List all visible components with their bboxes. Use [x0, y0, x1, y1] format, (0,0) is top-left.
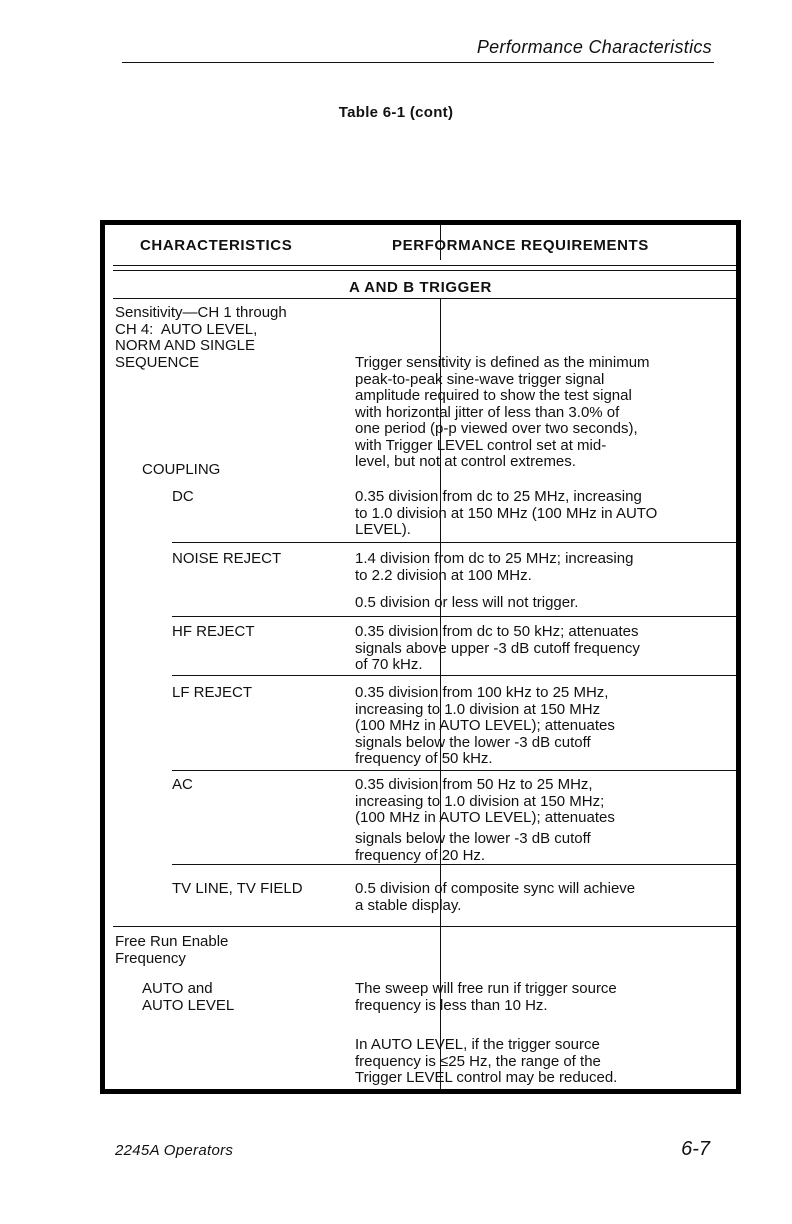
section-rule — [113, 298, 736, 299]
row-auto-requirement: The sweep will free run if trigger source frequency is less than 10 Hz. — [355, 980, 617, 1014]
row-lf-reject-label: LF REJECT — [172, 684, 253, 701]
row-dc-requirement: 0.35 division from dc to 25 MHz, increasing to 1.0 division at 150 MHz (100 MHz in AUTO LEVEL). — [355, 488, 658, 538]
row-hf-reject-requirement: 0.35 division from dc to 50 kHz; attenuates signals above upper -3 dB cutoff frequency of 70 kHz. — [355, 623, 640, 673]
table-caption: Table 6-1 (cont) — [338, 104, 454, 121]
row-lf-reject-requirement: 0.35 division from 100 kHz to 25 MHz, increasing to 1.0 division at 150 MHz (100 MHz in AUTO LEVEL); attenuates signals below the lower -3 dB cutoff frequency of 50 kHz. — [355, 684, 615, 767]
footer-manual-name: 2245A Operators — [115, 1142, 234, 1159]
row-rule-tv — [113, 926, 736, 927]
characteristics-table — [100, 220, 741, 1094]
row-hf-reject-label: HF REJECT — [172, 623, 255, 640]
row-free-run-label: Free Run Enable Frequency — [115, 933, 229, 967]
row-tv-label: TV LINE, TV FIELD — [172, 880, 303, 897]
row-rule-hf-reject — [172, 675, 736, 676]
row-noise-reject-requirement: 1.4 division from dc to 25 MHz; increasing to 2.2 division at 100 MHz. — [355, 550, 634, 584]
row-rule-lf-reject — [172, 770, 736, 771]
header-rule — [122, 62, 714, 63]
row-tv-requirement: 0.5 division of composite sync will achieve a stable display. — [355, 880, 636, 914]
page-header-title: Performance Characteristics — [476, 37, 712, 57]
row-coupling-label: COUPLING — [142, 461, 221, 478]
row-ac-note: signals below the lower -3 dB cutoff frequency of 20 Hz. — [355, 830, 591, 864]
row-sensitivity-label: Sensitivity—CH 1 through CH 4: AUTO LEVEL, NORM AND SINGLE SEQUENCE — [115, 304, 287, 371]
section-title: A AND B TRIGGER — [349, 279, 492, 296]
row-ac-requirement: 0.35 division from 50 Hz to 25 MHz, increasing to 1.0 division at 150 MHz; (100 MHz in AUTO LEVEL); attenuates — [355, 776, 615, 826]
row-auto-label: AUTO and AUTO LEVEL — [142, 980, 235, 1014]
row-noise-reject-label: NOISE REJECT — [172, 550, 282, 567]
row-noise-reject-note: 0.5 division or less will not trigger. — [355, 594, 579, 611]
column-header-characteristics: CHARACTERISTICS — [140, 237, 293, 254]
row-rule-noise-reject — [172, 616, 736, 617]
header-double-rule-top — [113, 265, 736, 266]
row-auto-note: In AUTO LEVEL, if the trigger source frequency is ≤25 Hz, the range of the Trigger LEVEL control may be reduced. — [355, 1036, 618, 1086]
footer-page-number: 6-7 — [681, 1138, 710, 1160]
row-rule-ac — [172, 864, 736, 865]
row-dc-label: DC — [172, 488, 194, 505]
row-rule-dc — [172, 542, 736, 543]
header-double-rule-bottom — [113, 270, 736, 271]
column-header-performance: PERFORMANCE REQUIREMENTS — [392, 237, 649, 254]
row-sensitivity-requirement: Trigger sensitivity is defined as the minimum peak-to-peak sine-wave trigger signal amplitude required to show the test signal with horizontal jitter of less than 3.0% of one period (p-p viewed over two seconds), with Trigger LEVEL control set at mid- level, but not at control extremes. — [355, 354, 650, 470]
header-column-divider — [440, 225, 441, 260]
row-ac-label: AC — [172, 776, 193, 793]
